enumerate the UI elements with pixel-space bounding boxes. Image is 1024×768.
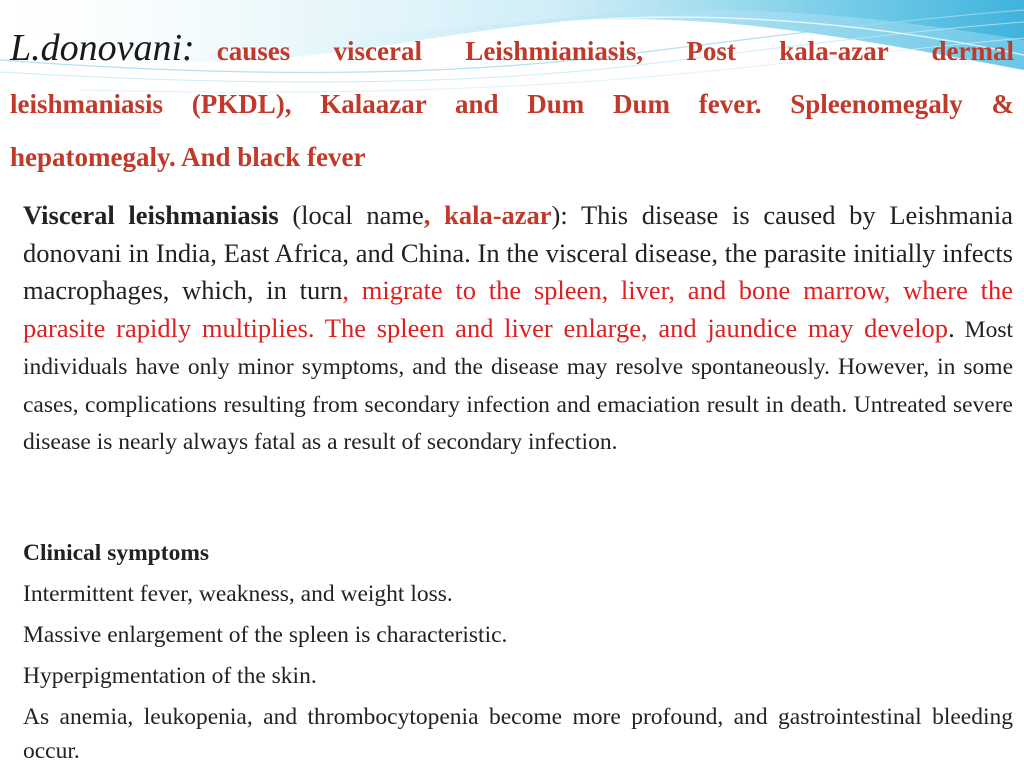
description-paragraph (23, 197, 1013, 460)
term-visceral-leishmaniasis: Visceral leishmaniasis (23, 200, 279, 230)
symptom-item: Hyperpigmentation of the skin. (23, 663, 317, 689)
title-line-3: hepatomegaly. And black fever (10, 142, 366, 172)
symptom-item: Massive enlargement of the spleen is characteristic. (23, 622, 508, 648)
description-outcome: Most individuals have only minor symptoms, and the disease may resolve spontaneously. However, in some cases, complications resulting from secondary infection and emaciation result in death. Untreated severe disease is nearly always fatal as a result of secondary infection. (23, 316, 1013, 455)
symptom-item: Intermittent fever, weakness, and weight loss. (23, 581, 453, 607)
description-highlight: , migrate to the spleen, liver, and bone marrow, where the parasite rapidly multiplies. The spleen and liver enlarge, and jaundice may develop (23, 275, 1013, 343)
title-line-1-text: causes visceral Leishmianiasis, Post kala-azar dermal (216, 36, 1014, 66)
clinical-symptoms-section (23, 535, 1013, 768)
symptom-item: As anemia, leukopenia, and thrombocytopenia become more profound, and gastrointestinal bleeding occur. (23, 704, 1013, 764)
description-period: . (948, 312, 955, 343)
clinical-symptoms-heading: Clinical symptoms (23, 540, 210, 566)
slide-title (10, 22, 1014, 184)
local-name-kala-azar: kala-azar (444, 200, 552, 230)
local-name-prefix: (local name (278, 200, 424, 230)
title-line-1 (10, 22, 1014, 78)
local-name-comma: , (423, 200, 445, 230)
organism-name: L.donovani: (10, 27, 195, 69)
description-intro: ): This disease is caused by Leishmania donovani in India, East Africa, and China. In the visceral disease, the parasite initially infects macrophages, which, in turn (23, 200, 1013, 305)
title-line-2: leishmaniasis (PKDL), Kalaazar and Dum Dum fever. Spleenomegaly & (10, 89, 1014, 119)
